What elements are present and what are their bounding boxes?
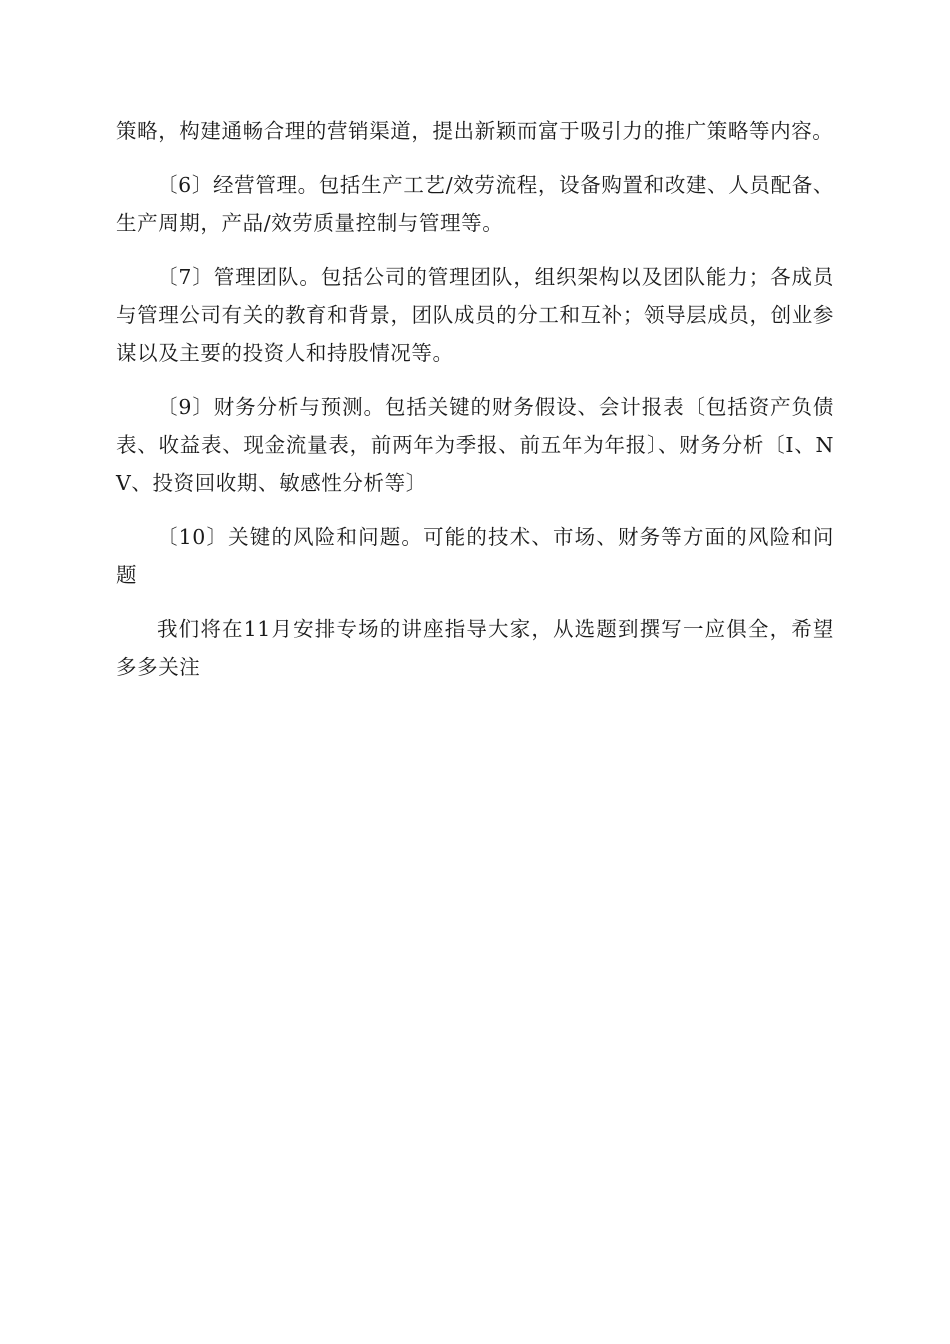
paragraph-lecture-notice: 我们将在11月安排专场的讲座指导大家，从选题到撰写一应俱全，希望多多关注 bbox=[116, 617, 834, 679]
paragraph-financial-analysis: 〔9〕财务分析与预测。包括关键的财务假设、会计报表〔包括资产负债表、收益表、现金流量表，前两年为季报、前五年为年报〕、财务分析〔I、NV、投资回收期、敏感性分析等〕 bbox=[116, 395, 834, 495]
paragraph-key-risks: 〔10〕关键的风险和问题。可能的技术、市场、财务等方面的风险和问题 bbox=[116, 525, 834, 587]
paragraph-marketing-continued: 策略，构建通畅合理的营销渠道，提出新颖而富于吸引力的推广策略等内容。 bbox=[116, 119, 834, 143]
document-body bbox=[116, 112, 834, 702]
paragraph-management-team: 〔7〕管理团队。包括公司的管理团队，组织架构以及团队能力；各成员与管理公司有关的教育和背景，团队成员的分工和互补；领导层成员，创业参谋以及主要的投资人和持股情况等。 bbox=[116, 265, 834, 365]
paragraph-operations-management: 〔6〕经营管理。包括生产工艺/效劳流程，设备购置和改建、人员配备、生产周期，产品/效劳质量控制与管理等。 bbox=[116, 173, 834, 235]
